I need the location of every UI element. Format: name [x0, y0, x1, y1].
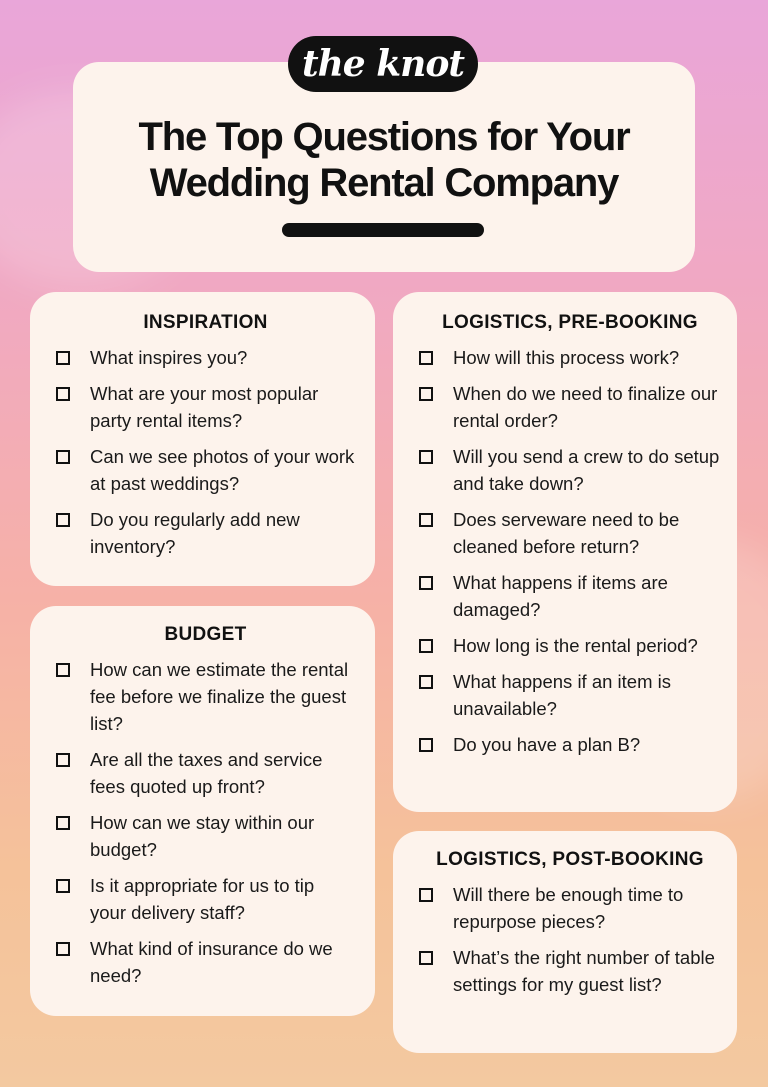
checklist-item: [56, 443, 355, 497]
checklist-item: [419, 881, 721, 935]
checklist-item: [419, 668, 721, 722]
checkbox-icon[interactable]: [56, 942, 70, 956]
question-text: Will you send a crew to do setup and take down?: [453, 446, 720, 494]
checkbox-icon[interactable]: [419, 639, 433, 653]
question-text: How long is the rental period?: [453, 635, 698, 656]
checklist-item: [56, 872, 355, 926]
question-text: How can we estimate the rental fee before we finalize the guest list?: [90, 659, 349, 734]
budget-card: [30, 606, 375, 1016]
checklist-item: [419, 569, 721, 623]
question-text: Is it appropriate for us to tip your delivery staff?: [90, 875, 315, 923]
section-heading: LOGISTICS, POST-BOOKING: [436, 849, 704, 870]
checklist-item: [419, 380, 721, 434]
question-text: When do we need to finalize our rental order?: [453, 383, 718, 431]
title-card: [73, 62, 695, 272]
checklist-item: [419, 443, 721, 497]
checkbox-icon[interactable]: [419, 513, 433, 527]
checklist-item: [56, 344, 355, 371]
title-underline-bar: [282, 223, 484, 237]
question-text: Will there be enough time to repurpose pieces?: [453, 884, 684, 932]
checklist-item: [56, 380, 355, 434]
checkbox-icon[interactable]: [419, 675, 433, 689]
question-text: How can we stay within our budget?: [90, 812, 315, 860]
checkbox-icon[interactable]: [56, 513, 70, 527]
checklist-item: [56, 809, 355, 863]
checklist-item: [56, 746, 355, 800]
section-heading: INSPIRATION: [143, 312, 268, 333]
logistics-pre-booking-card: [393, 292, 737, 812]
checklist-item: [56, 506, 355, 560]
question-text: What happens if an item is unavailable?: [453, 671, 671, 719]
question-list: [419, 881, 721, 998]
section-heading: LOGISTICS, PRE-BOOKING: [442, 312, 698, 333]
checkbox-icon[interactable]: [419, 951, 433, 965]
checkbox-icon[interactable]: [419, 576, 433, 590]
checklist-item: [419, 632, 721, 659]
logistics-post-booking-card: [393, 831, 737, 1053]
checkbox-icon[interactable]: [56, 351, 70, 365]
page-title: [73, 114, 695, 206]
question-text: Does serveware need to be cleaned before return?: [453, 509, 680, 557]
question-list: [56, 656, 355, 989]
title-line-1: The Top Questions for Your: [138, 115, 630, 159]
checkbox-icon[interactable]: [419, 450, 433, 464]
inspiration-card: [30, 292, 375, 586]
question-text: What are your most popular party rental items?: [90, 383, 319, 431]
checkbox-icon[interactable]: [419, 888, 433, 902]
logo-text: the knot: [302, 43, 464, 85]
checkbox-icon[interactable]: [56, 816, 70, 830]
question-text: Do you have a plan B?: [453, 734, 641, 755]
question-text: What’s the right number of table settings for my guest list?: [453, 947, 715, 995]
checklist-item: [56, 656, 355, 737]
checklist-item: [419, 344, 721, 371]
checklist-item: [419, 944, 721, 998]
question-list: [419, 344, 721, 758]
checkbox-icon[interactable]: [419, 351, 433, 365]
checkbox-icon[interactable]: [56, 663, 70, 677]
section-heading: BUDGET: [164, 624, 247, 645]
question-list: [56, 344, 355, 560]
checklist-item: [56, 935, 355, 989]
checkbox-icon[interactable]: [419, 387, 433, 401]
checkbox-icon[interactable]: [56, 387, 70, 401]
checklist-item: [419, 506, 721, 560]
question-text: How will this process work?: [453, 347, 680, 368]
the-knot-logo: [288, 36, 478, 92]
question-text: Can we see photos of your work at past weddings?: [90, 446, 355, 494]
checkbox-icon[interactable]: [56, 879, 70, 893]
question-text: What kind of insurance do we need?: [90, 938, 333, 986]
question-text: Do you regularly add new inventory?: [90, 509, 300, 557]
question-text: What inspires you?: [90, 347, 248, 368]
checklist-item: [419, 731, 721, 758]
question-text: What happens if items are damaged?: [453, 572, 668, 620]
title-line-2: Wedding Rental Company: [149, 161, 619, 205]
checkbox-icon[interactable]: [56, 450, 70, 464]
checkbox-icon[interactable]: [419, 738, 433, 752]
question-text: Are all the taxes and service fees quoted up front?: [90, 749, 323, 797]
checkbox-icon[interactable]: [56, 753, 70, 767]
